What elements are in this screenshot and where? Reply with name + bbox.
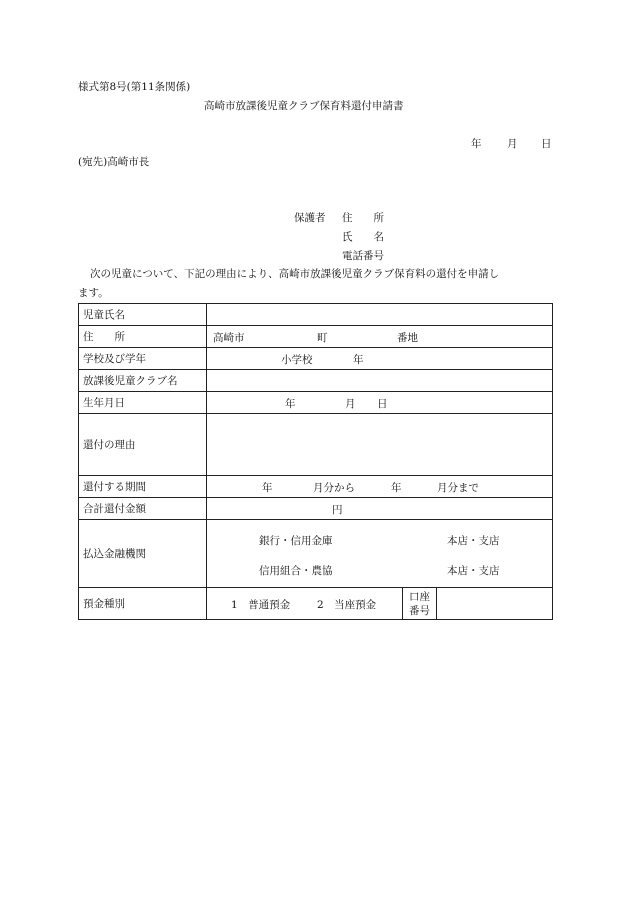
form-number: 様式第8号(第11条関係) [78,81,191,93]
table-row [79,348,553,370]
birth-date-label: 生年月日 [79,392,207,414]
intro-text-line1: 次の児童について、下記の理由により、高崎市放課後児童クラブ保育料の還付を申請し [90,268,500,280]
address-field[interactable] [207,326,553,348]
deposit-type-field[interactable] [207,588,403,620]
account-number-label-line2: 番号 [409,604,430,617]
club-name-label: 放課後児童クラブ名 [79,370,207,392]
date-year: 年 [471,138,482,150]
applicant-phone-label: 電話番号 [342,250,384,262]
school-suffix: 小学校 [281,354,313,366]
birth-year: 年 [285,398,296,410]
address-town: 町 [317,332,328,344]
refund-period-label: 還付する期間 [79,476,207,498]
yen-unit: 円 [332,504,343,516]
application-table [78,303,553,620]
bank-field[interactable] [207,520,553,588]
applicant-name-label: 氏 名 [342,231,384,243]
school-grade-label: 学校及び学年 [79,348,207,370]
grade-suffix: 年 [353,354,364,366]
child-name-field[interactable] [207,304,553,326]
deposit-type-label: 預金種別 [79,588,207,620]
table-row [79,476,553,498]
address-city: 高崎市 [213,332,245,344]
period-to-year: 年 [391,482,402,494]
table-row [79,414,553,476]
date-month: 月 [507,138,518,150]
reason-field[interactable] [207,414,553,476]
table-row [79,370,553,392]
deposit-option-ordinary[interactable]: 1 普通預金 [231,599,291,611]
total-amount-field[interactable] [207,498,553,520]
child-name-label: 児童氏名 [79,304,207,326]
table-row [79,588,553,620]
period-from-year: 年 [262,482,273,494]
table-row [79,326,553,348]
club-name-field[interactable] [207,370,553,392]
bank-type-line2: 信用組合・農協 [259,565,333,577]
addressee: (宛先)高崎市長 [78,156,150,168]
school-grade-field[interactable] [207,348,553,370]
bank-label: 払込金融機関 [79,520,207,588]
birth-date-field[interactable] [207,392,553,414]
period-from-month: 月分から [313,482,355,494]
table-row [79,392,553,414]
intro-text-line2: ます。 [78,287,109,299]
address-label: 住 所 [79,326,207,348]
birth-month: 月 [345,398,356,410]
account-number-label-line1: 口座 [409,590,430,603]
address-banchi: 番地 [397,332,418,344]
date-day: 日 [541,138,552,150]
document-title: 高崎市放課後児童クラブ保育料還付申請書 [204,100,404,112]
applicant-address-label: 住 所 [342,212,384,224]
period-to-month: 月分まで [437,482,479,494]
applicant-role-label: 保護者 [294,212,326,224]
account-number-label [403,588,437,620]
branch-type-line1: 本店・支店 [447,535,500,547]
account-number-field[interactable] [437,588,553,620]
table-row [79,520,553,588]
reason-label: 還付の理由 [79,414,207,476]
refund-period-field[interactable] [207,476,553,498]
bank-type-line1: 銀行・信用金庫 [259,535,333,547]
table-row [79,304,553,326]
branch-type-line2: 本店・支店 [447,565,500,577]
birth-day: 日 [377,398,388,410]
table-row [79,498,553,520]
deposit-option-checking[interactable]: 2 当座預金 [317,599,377,611]
total-amount-label: 合計還付金額 [79,498,207,520]
